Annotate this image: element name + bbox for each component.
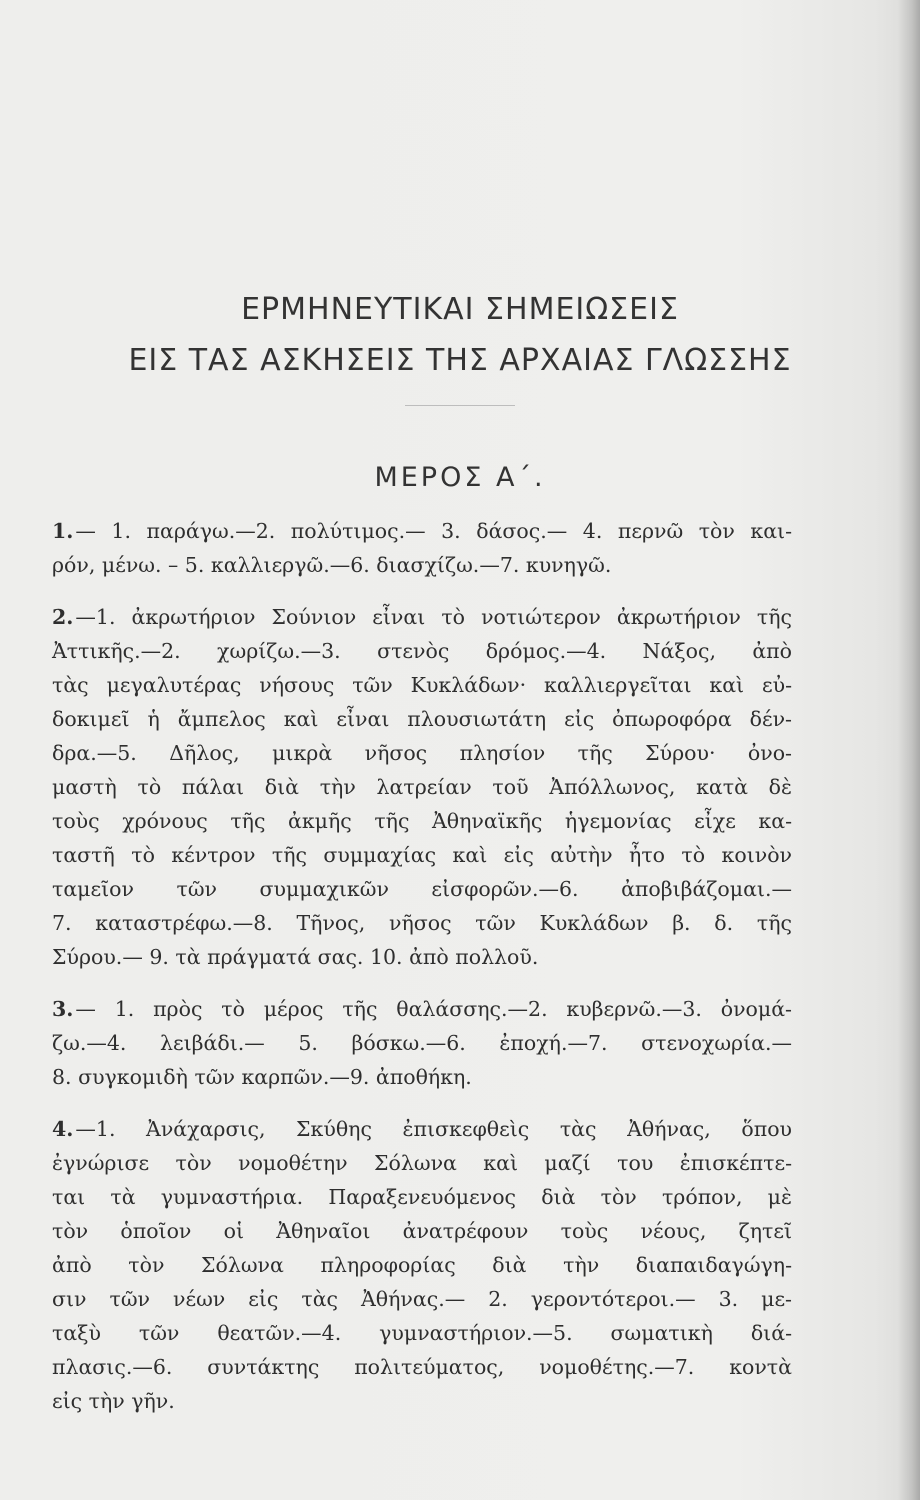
part-heading: ΜΕΡΟΣ Α΄. [374, 462, 546, 493]
note-entry [52, 992, 792, 1094]
note-line [52, 1180, 792, 1214]
note-text: ται τὰ γυμναστήρια. Παραξενευόμενος διὰ τὸν τρόπον, μὲ [52, 1185, 792, 1209]
note-text: — 1. παράγω.—2. πολύτιμος.— 3. δάσος.— 4. περνῶ τὸν και- [75, 519, 792, 543]
note-text: ταμεῖον τῶν συμμαχικῶν εἰσφορῶν.—6. ἀποβιβάζομαι.— [52, 877, 792, 901]
note-line [52, 992, 792, 1026]
note-entry [52, 1112, 792, 1418]
note-line [52, 940, 792, 974]
note-line [52, 1146, 792, 1180]
note-entry [52, 514, 792, 582]
note-line [52, 872, 792, 906]
note-line [52, 634, 792, 668]
note-line [52, 668, 792, 702]
note-line [52, 1384, 792, 1418]
note-text: — 1. πρὸς τὸ μέρος τῆς θαλάσσης.—2. κυβερνῶ.—3. ὀνομά- [75, 997, 792, 1021]
note-line [52, 600, 792, 634]
note-text: Σύρου.— 9. τὰ πράγματά σας. 10. ἀπὸ πολλοῦ. [52, 945, 539, 969]
note-line [52, 514, 792, 548]
note-line [52, 1282, 792, 1316]
note-text: δρα.—5. Δῆλος, μικρὰ νῆσος πλησίον τῆς Σύρου· ὀνο- [52, 741, 792, 765]
note-line [52, 548, 792, 582]
note-line [52, 770, 792, 804]
note-text: ταστῆ τὸ κέντρον τῆς συμμαχίας καὶ εἰς αὐτὴν ἦτο τὸ κοινὸν [52, 843, 792, 867]
page-title-line-1: ΕΡΜΗΝΕΥΤΙΚΑΙ ΣΗΜΕΙΩΣΕΙΣ [241, 292, 679, 327]
note-line [52, 1316, 792, 1350]
note-text: εἰς τὴν γῆν. [52, 1389, 175, 1413]
note-text: ταξὺ τῶν θεατῶν.—4. γυμναστήριον.—5. σωματικὴ διά- [52, 1321, 792, 1345]
note-line [52, 1026, 792, 1060]
note-text: ρόν, μένω. – 5. καλλιεργῶ.—6. διασχίζω.—7. κυνηγῶ. [52, 553, 612, 577]
note-number: 3. [52, 997, 74, 1021]
note-text: τὸν ὁποῖον οἱ Ἀθηναῖοι ἀνατρέφουν τοὺς νέους, ζητεῖ [52, 1219, 792, 1243]
note-text: μαστὴ τὸ πάλαι διὰ τὴν λατρείαν τοῦ Ἀπόλλωνος, κατὰ δὲ [52, 775, 792, 799]
note-text: Ἀττικῆς.—2. χωρίζω.—3. στενὸς δρόμος.—4. Νάξος, ἀπὸ [52, 639, 792, 663]
note-entry [52, 600, 792, 974]
note-line [52, 1060, 792, 1094]
spine-shadow [898, 0, 920, 1500]
note-text: —1. Ἀνάχαρσις, Σκύθης ἐπισκεφθεὶς τὰς Ἀθήνας, ὅπου [75, 1117, 792, 1141]
page-title-line-2: ΕΙΣ ΤΑΣ ΑΣΚΗΣΕΙΣ ΤΗΣ ΑΡΧΑΙΑΣ ΓΛΩΣΣΗΣ [128, 343, 792, 378]
note-line [52, 1112, 792, 1146]
note-text: ζω.—4. λειβάδι.— 5. βόσκω.—6. ἐποχή.—7. στενοχωρία.— [52, 1031, 792, 1055]
note-line [52, 1350, 792, 1384]
note-line [52, 804, 792, 838]
note-text: 7. καταστρέφω.—8. Τῆνος, νῆσος τῶν Κυκλάδων β. δ. τῆς [52, 911, 792, 935]
note-number: 2. [52, 605, 74, 629]
note-number: 1. [52, 519, 74, 543]
note-text: σιν τῶν νέων εἰς τὰς Ἀθήνας.— 2. γεροντότεροι.— 3. με- [52, 1287, 792, 1311]
title-divider [405, 405, 515, 406]
note-line [52, 1214, 792, 1248]
note-text: τὰς μεγαλυτέρας νήσους τῶν Κυκλάδων· καλλιεργεῖται καὶ εὐ- [52, 673, 792, 697]
note-text: τοὺς χρόνους τῆς ἀκμῆς τῆς Ἀθηναϊκῆς ἡγεμονίας εἶχε κα- [52, 809, 792, 833]
note-line [52, 838, 792, 872]
note-line [52, 702, 792, 736]
note-text: δοκιμεῖ ἡ ἄμπελος καὶ εἶναι πλουσιωτάτη εἰς ὀπωροφόρα δέν- [52, 707, 792, 731]
note-line [52, 1248, 792, 1282]
note-number: 4. [52, 1117, 74, 1141]
note-text: πλασις.—6. συντάκτης πολιτεύματος, νομοθέτης.—7. κοντὰ [52, 1355, 792, 1379]
note-line [52, 736, 792, 770]
note-text: —1. ἀκρωτήριον Σούνιον εἶναι τὸ νοτιώτερον ἀκρωτήριον τῆς [75, 605, 792, 629]
note-text: ἐγνώρισε τὸν νομοθέτην Σόλωνα καὶ μαζί του ἐπισκέπτε- [52, 1151, 792, 1175]
notes-list [52, 514, 792, 1418]
note-text: 8. συγκομιδὴ τῶν καρπῶν.—9. ἀποθήκη. [52, 1065, 472, 1089]
note-text: ἀπὸ τὸν Σόλωνα πληροφορίας διὰ τὴν διαπαιδαγώγη- [52, 1253, 792, 1277]
note-line [52, 906, 792, 940]
